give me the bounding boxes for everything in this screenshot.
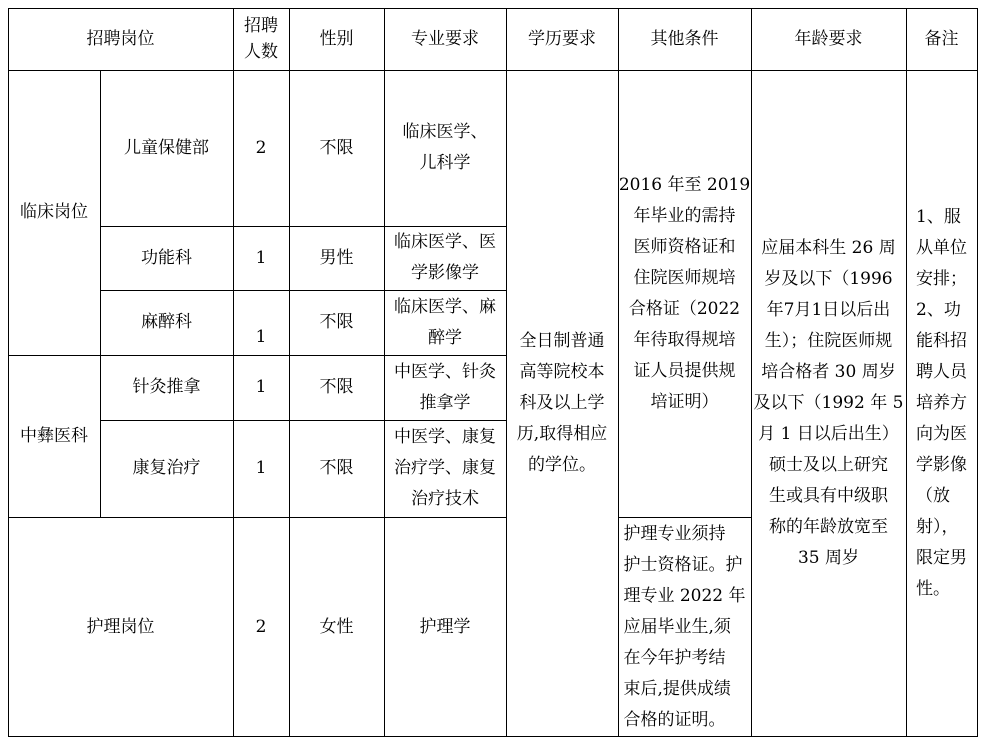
- gender-cell: 男性: [319, 247, 354, 268]
- table-border-left: [8, 8, 9, 737]
- table-divider: [233, 8, 234, 737]
- gender-cell: 女性: [319, 616, 354, 637]
- table-divider: [618, 8, 619, 737]
- table-divider: [100, 70, 101, 517]
- group-tcm: 中彝医科: [20, 425, 88, 446]
- other-conditions-doctor: 2016 年至 2019 年毕业的需持 医师资格证和 住院医师规培 合格证（2022 年待取得规培 证人员提供规 培证明）: [618, 174, 751, 412]
- gender-cell: 不限: [319, 137, 354, 158]
- major-cell: 中医学、康复 治疗学、康复 治疗技术: [394, 427, 496, 509]
- table-divider: [100, 226, 506, 227]
- group-clinical: 临床岗位: [20, 202, 88, 222]
- major-cell: 临床医学、 儿科学: [402, 122, 488, 173]
- gender-cell: 不限: [319, 312, 354, 332]
- header-count: 招聘 人数: [244, 16, 278, 62]
- remarks: 1、服 从单位 安排； 2、功 能科招 聘人员 培养方 向为医 学影像 （放 射）， 限定男 性。: [916, 207, 967, 599]
- header-remarks: 备注: [924, 28, 959, 49]
- count-cell: 1: [255, 377, 267, 397]
- table-border-right: [977, 8, 978, 737]
- dept-cell: 针灸推拿: [132, 377, 201, 397]
- header-gender: 性别: [319, 28, 354, 49]
- table-divider: [506, 8, 507, 737]
- table-divider: [751, 8, 752, 737]
- major-cell: 临床医学、麻 醉学: [394, 296, 496, 348]
- table-divider: [906, 8, 907, 737]
- gender-cell: 不限: [319, 458, 354, 478]
- major-cell: 护理学: [419, 616, 471, 637]
- header-age: 年龄要求: [794, 28, 863, 49]
- table-divider: [384, 8, 385, 737]
- table-border-top: [8, 8, 978, 9]
- table-divider: [618, 517, 751, 518]
- count-cell: 2: [255, 616, 267, 637]
- dept-cell: 康复治疗: [132, 458, 201, 478]
- count-cell: 1: [255, 247, 267, 268]
- count-cell: 1: [255, 327, 267, 347]
- count-cell: 2: [255, 137, 267, 158]
- education-requirement: 全日制普通 高等院校本 科及以上学 历,取得相应 的学位。: [516, 331, 608, 475]
- table-border-bottom: [8, 736, 978, 737]
- gender-cell: 不限: [319, 377, 354, 397]
- major-cell: 临床医学、医 学影像学: [394, 232, 496, 283]
- header-education: 学历要求: [528, 28, 596, 49]
- table-divider: [8, 70, 978, 71]
- age-requirement: 应届本科生 26 周 岁及以下（1996 年7月1日以后出 生）；住院医师规 培合格者 30 周岁 及以下（1992 年 5 月 1 日以后出生） 硕士及以上研究 生或具有中级职 称的年龄放宽至 35 周岁: [753, 238, 904, 568]
- table-divider: [8, 355, 506, 356]
- header-position: 招聘岗位: [86, 28, 155, 49]
- table-divider: [8, 517, 506, 518]
- group-nursing: 护理岗位: [86, 616, 155, 637]
- table-divider: [100, 290, 506, 291]
- dept-cell: 麻醉科: [141, 312, 192, 332]
- dept-cell: 功能科: [141, 247, 192, 268]
- dept-cell: 儿童保健部: [124, 137, 209, 158]
- major-cell: 中医学、针灸 推拿学: [394, 361, 496, 413]
- header-major: 专业要求: [411, 28, 479, 49]
- count-cell: 1: [255, 458, 267, 478]
- header-other: 其他条件: [650, 28, 719, 49]
- table-divider: [289, 8, 290, 737]
- table-divider: [100, 420, 506, 421]
- other-conditions-nurse: 护理专业须持 护士资格证。护 理专业 2022 年 应届毕业生,须 在今年护考结 束后,提供成绩 合格的证明。: [623, 523, 746, 730]
